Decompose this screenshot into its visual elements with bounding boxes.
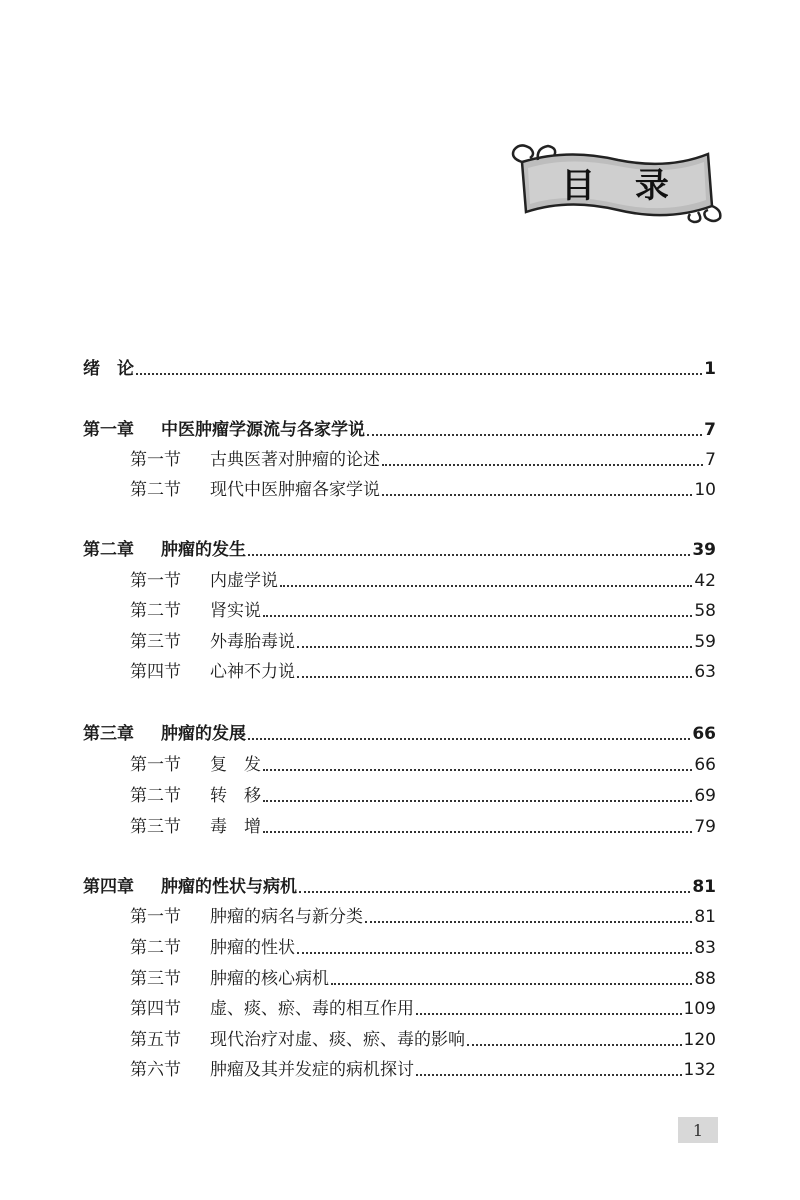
section-title: 虚、痰、瘀、毒的相互作用 <box>210 999 414 1019</box>
leader-dots <box>263 615 692 617</box>
leader-dots <box>331 983 692 985</box>
section-title: 毒 增 <box>210 817 261 837</box>
chapter-page: 39 <box>692 540 716 560</box>
toc-section-row[interactable] <box>130 569 716 593</box>
toc-chapter-row[interactable] <box>83 875 716 899</box>
contents-heading: 目 录 <box>561 165 683 206</box>
toc-section-row[interactable] <box>130 753 716 777</box>
toc-section-row[interactable] <box>130 630 716 654</box>
chapter-page: 81 <box>692 877 716 897</box>
leader-dots <box>382 494 692 496</box>
section-title: 现代中医肿瘤各家学说 <box>210 480 380 500</box>
leader-dots <box>467 1044 682 1046</box>
section-page: 81 <box>694 907 716 927</box>
section-title: 心神不力说 <box>210 662 295 682</box>
section-title: 外毒胎毒说 <box>210 632 295 652</box>
section-page: 59 <box>694 632 716 652</box>
section-page: 10 <box>694 480 716 500</box>
chapter-title: 肿瘤的发展 <box>161 724 246 744</box>
section-title: 肿瘤的性状 <box>210 938 295 958</box>
chapter-page: 7 <box>704 420 716 440</box>
leader-dots <box>280 585 692 587</box>
section-page: 66 <box>694 755 716 775</box>
leader-dots <box>297 676 692 678</box>
section-number: 第二节 <box>130 938 181 958</box>
toc-chapter-row[interactable] <box>83 722 716 746</box>
section-page: 63 <box>694 662 716 682</box>
leader-dots <box>416 1074 682 1076</box>
page-number: 1 <box>678 1117 718 1143</box>
section-title: 现代治疗对虚、痰、瘀、毒的影响 <box>210 1030 465 1050</box>
section-page: 88 <box>694 969 716 989</box>
leader-dots <box>263 769 692 771</box>
section-page: 83 <box>694 938 716 958</box>
leader-dots <box>263 800 692 802</box>
leader-dots <box>382 464 703 466</box>
section-title: 内虚学说 <box>210 571 278 591</box>
toc-section-row[interactable] <box>130 997 716 1021</box>
toc-section-row[interactable] <box>130 967 716 991</box>
section-number: 第一节 <box>130 755 181 775</box>
chapter-number: 第二章 <box>83 540 134 560</box>
chapter-title: 中医肿瘤学源流与各家学说 <box>161 420 365 440</box>
toc-section-row[interactable] <box>130 1058 716 1082</box>
section-number: 第一节 <box>130 450 181 470</box>
section-number: 第三节 <box>130 632 181 652</box>
section-page: 109 <box>683 999 716 1019</box>
section-title: 肿瘤的核心病机 <box>210 969 329 989</box>
section-page: 7 <box>705 450 716 470</box>
section-number: 第一节 <box>130 907 181 927</box>
toc-intro-row[interactable] <box>83 357 716 381</box>
toc-section-row[interactable] <box>130 478 716 502</box>
leader-dots <box>248 738 690 740</box>
leader-dots <box>416 1013 682 1015</box>
section-page: 42 <box>694 571 716 591</box>
section-page: 120 <box>683 1030 716 1050</box>
toc-section-row[interactable] <box>130 784 716 808</box>
leader-dots <box>297 952 692 954</box>
chapter-number: 第一章 <box>83 420 134 440</box>
section-title: 复 发 <box>210 755 261 775</box>
section-title: 肾实说 <box>210 601 261 621</box>
leader-dots <box>367 434 702 436</box>
chapter-number: 第四章 <box>83 877 134 897</box>
section-page: 132 <box>683 1060 716 1080</box>
section-page: 79 <box>694 817 716 837</box>
chapter-number: 第三章 <box>83 724 134 744</box>
section-number: 第六节 <box>130 1060 181 1080</box>
section-number: 第四节 <box>130 999 181 1019</box>
toc-intro-label: 绪 论 <box>83 359 134 379</box>
section-number: 第二节 <box>130 786 181 806</box>
section-page: 58 <box>694 601 716 621</box>
toc-section-row[interactable] <box>130 1028 716 1052</box>
chapter-title: 肿瘤的发生 <box>161 540 246 560</box>
leader-dots <box>263 831 692 833</box>
section-title: 肿瘤的病名与新分类 <box>210 907 363 927</box>
leader-dots <box>297 646 692 648</box>
section-page: 69 <box>694 786 716 806</box>
toc-section-row[interactable] <box>130 448 716 472</box>
toc-section-row[interactable] <box>130 905 716 929</box>
toc-intro-page: 1 <box>704 359 716 379</box>
toc-chapter-row[interactable] <box>83 418 716 442</box>
section-number: 第一节 <box>130 571 181 591</box>
leader-dots <box>299 891 690 893</box>
section-number: 第二节 <box>130 480 181 500</box>
chapter-title: 肿瘤的性状与病机 <box>161 877 297 897</box>
leader-dots <box>365 921 692 923</box>
chapter-page: 66 <box>692 724 716 744</box>
section-title: 转 移 <box>210 786 261 806</box>
section-title: 肿瘤及其并发症的病机探讨 <box>210 1060 414 1080</box>
leader-dots <box>136 373 702 375</box>
toc-section-row[interactable] <box>130 936 716 960</box>
section-number: 第四节 <box>130 662 181 682</box>
toc-chapter-row[interactable] <box>83 538 716 562</box>
toc-section-row[interactable] <box>130 660 716 684</box>
section-number: 第五节 <box>130 1030 181 1050</box>
section-number: 第三节 <box>130 817 181 837</box>
toc-section-row[interactable] <box>130 815 716 839</box>
toc-section-row[interactable] <box>130 599 716 623</box>
section-title: 古典医著对肿瘤的论述 <box>210 450 380 470</box>
section-number: 第二节 <box>130 601 181 621</box>
leader-dots <box>248 554 690 556</box>
section-number: 第三节 <box>130 969 181 989</box>
